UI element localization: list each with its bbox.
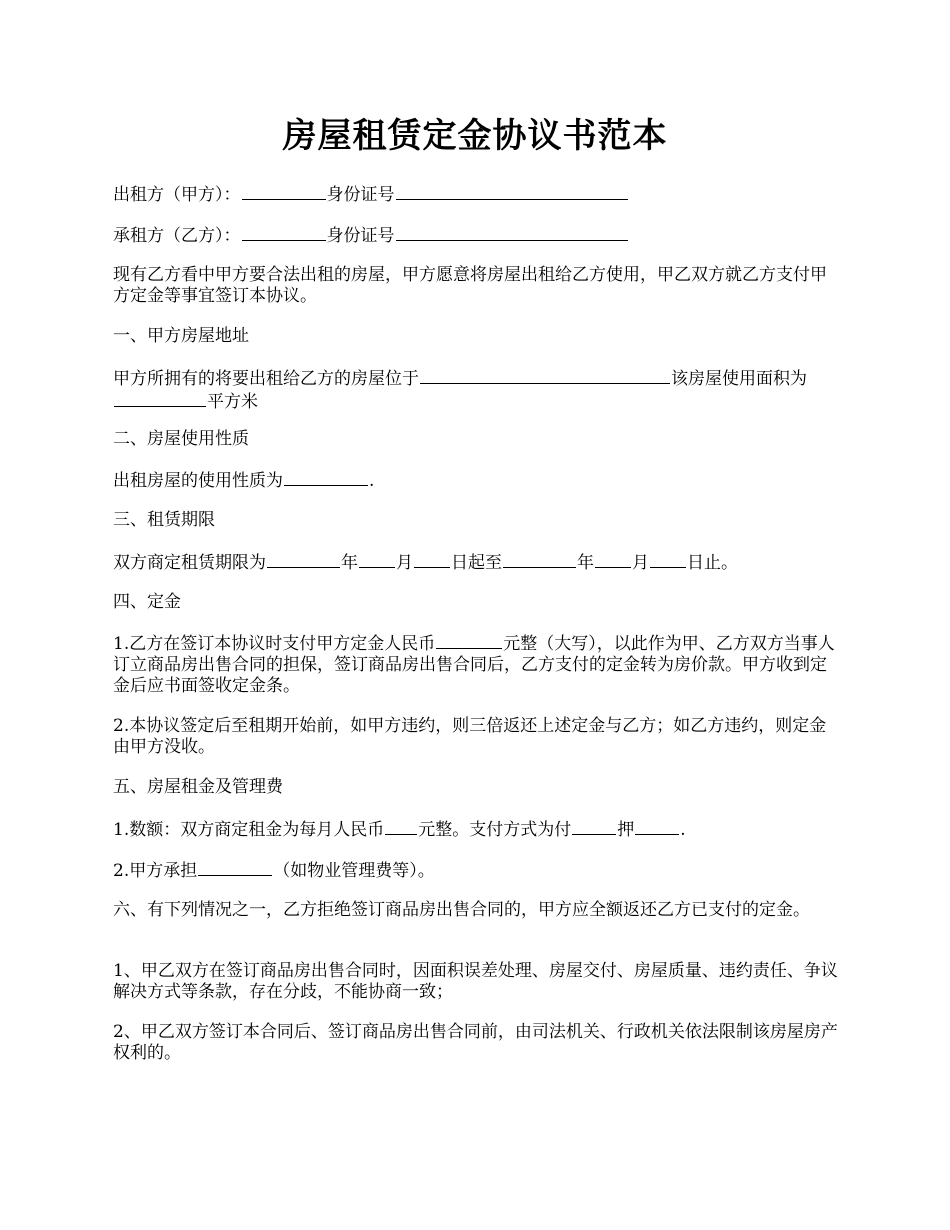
address-blank (420, 367, 670, 384)
section2-text-b: . (369, 471, 375, 491)
section5-item1 (113, 818, 843, 841)
section2-paragraph (113, 469, 843, 492)
usage-blank (284, 469, 368, 486)
section4-item1-b: 元整（大写），以此作为甲、乙方双方当事人订立商品房出售合同的担保，签订商品房出售合同后，乙方支付的定金转为房价款。甲方收到定金后应书面签收定金条。 (113, 634, 835, 696)
section5-item1-c: 押 (617, 820, 635, 840)
end-year-blank (503, 551, 576, 568)
section5-item2-a: 2.甲方承担 (113, 861, 198, 881)
year-label-2: 年 (577, 553, 594, 573)
section4-item2: 2.本协议签定后至租期开始前，如甲方违约，则三倍返还上述定金与乙方；如乙方违约，则定金由甲方没收。 (113, 716, 827, 757)
lessee-line (113, 224, 843, 247)
year-label-1: 年 (341, 553, 358, 573)
lessee-label: 承租方（乙方）： (113, 226, 241, 246)
section3-paragraph (113, 551, 843, 574)
section1-paragraph (113, 367, 843, 413)
lessor-id-blank (396, 183, 628, 200)
start-day-blank (414, 551, 450, 568)
month-label-2: 月 (632, 553, 649, 573)
section2-text-a: 出租房屋的使用性质为 (113, 471, 283, 491)
section5-heading: 五、房屋租金及管理费 (113, 777, 283, 797)
section5-item1-d: . (680, 820, 686, 840)
rent-amount-blank (385, 818, 417, 835)
start-month-blank (359, 551, 395, 568)
section2-heading: 二、房屋使用性质 (113, 429, 249, 449)
section1-heading: 一、甲方房屋地址 (113, 326, 249, 346)
end-day-blank (650, 551, 686, 568)
lessee-id-blank (396, 224, 628, 241)
deposit-period-blank (635, 818, 679, 835)
end-month-blank (595, 551, 631, 568)
deposit-amount-blank (436, 632, 502, 649)
pay-period-blank (572, 818, 616, 835)
lessor-line (113, 183, 843, 206)
section4-heading: 四、定金 (113, 592, 181, 612)
document-title: 房屋租赁定金协议书范本 (282, 116, 668, 156)
section5-item1-a: 1.数额：双方商定租金为每月人民币 (113, 820, 385, 840)
section4-item1-a: 1.乙方在签订本协议时支付甲方定金人民币 (113, 634, 436, 654)
lessor-name-blank (242, 183, 326, 200)
section6-item1: 1、甲乙双方在签订商品房出售合同时，因面积误差处理、房屋交付、房屋质量、违约责任、争议解决方式等条款，存在分歧，不能协商一致； (113, 961, 838, 1002)
month-label-1: 月 (396, 553, 413, 573)
section5-item2 (113, 859, 843, 882)
lessor-fee-blank (198, 859, 272, 876)
section1-text-a: 甲方所拥有的将要出租给乙方的房屋位于 (113, 369, 419, 389)
lessor-id-label: 身份证号 (326, 185, 395, 205)
section6-heading: 六、有下列情况之一，乙方拒绝签订商品房出售合同的，甲方应全额返还乙方已支付的定金。 (113, 900, 810, 920)
day-to-label: 日止。 (687, 553, 738, 573)
lessee-name-blank (242, 224, 326, 241)
lessor-label: 出租方（甲方）： (113, 185, 241, 205)
section3-heading: 三、租赁期限 (113, 510, 215, 530)
section1-text-c: 平方米 (207, 392, 258, 412)
section4-item1 (113, 632, 843, 697)
start-year-blank (267, 551, 340, 568)
area-blank (114, 390, 206, 407)
section6-item2: 2、甲乙双方签订本合同后、签订商品房出售合同前，由司法机关、行政机关依法限制该房屋房产权利的。 (113, 1022, 838, 1063)
intro-paragraph: 现有乙方看中甲方要合法出租的房屋，甲方愿意将房屋出租给乙方使用，甲乙双方就乙方支付甲方定金等事宜签订本协议。 (113, 265, 827, 306)
section3-text-a: 双方商定租赁期限为 (113, 553, 266, 573)
lessee-id-label: 身份证号 (326, 226, 395, 246)
section5-item2-b: （如物业管理费等）。 (273, 861, 435, 881)
day-from-label: 日起至 (451, 553, 502, 573)
section5-item1-b: 元整。支付方式为付 (418, 820, 572, 840)
section1-text-b: 该房屋使用面积为 (671, 369, 807, 389)
